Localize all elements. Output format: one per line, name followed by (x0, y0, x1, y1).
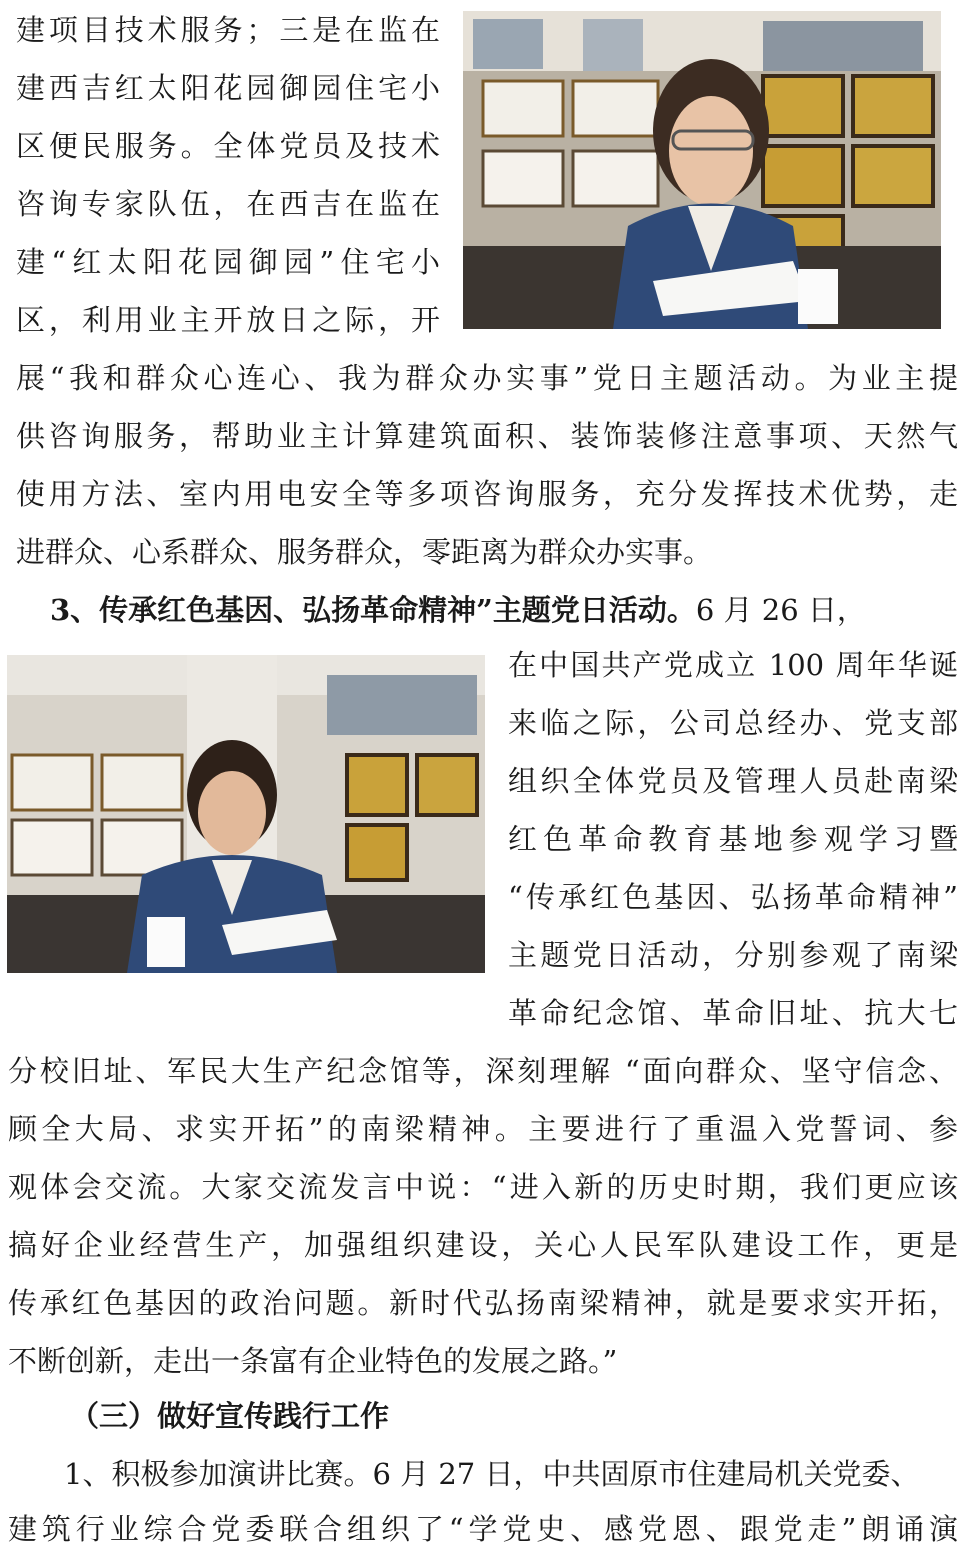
item-1-text: 6 月 27 日，中共固原市住建局机关党委、 (372, 1457, 920, 1491)
text-line: 搞好企业经营生产，加强组织建设，关心人民军队建设工作，更是 (8, 1228, 958, 1262)
text-line: 组织全体党员及管理人员赴南梁 (508, 764, 958, 798)
text-line: 展“我和群众心连心、我为群众办实事”党日主题活动。为业主提 (16, 361, 958, 395)
text-line: 建筑行业综合党委联合组织了“学党史、感党恩、跟党走”朗诵演 (8, 1512, 958, 1546)
section-heading: （三）做好宣传践行工作 (70, 1399, 390, 1433)
item-1-heading: 1、积极参加演讲比赛。 (64, 1457, 373, 1491)
text-line: 红色革命教育基地参观学习暨 (508, 822, 958, 856)
text-line: 建项目技术服务；三是在监在 (16, 13, 440, 47)
text-line: 区便民服务。全体党员及技术 (16, 129, 440, 163)
text-line: 不断创新，走出一条富有企业特色的发展之路。” (8, 1344, 618, 1378)
item-3-heading: 3、传承红色基因、弘扬革命精神”主题党日活动。 (50, 593, 696, 627)
meeting-photo-2 (7, 655, 485, 973)
item-1-line (64, 1454, 958, 1494)
text-line: 咨询专家队伍，在西吉在监在 (16, 187, 440, 221)
meeting-photo-1 (463, 11, 941, 329)
text-line: 分校旧址、军民大生产纪念馆等，深刻理解 “面向群众、坚守信念、 (8, 1054, 958, 1088)
text-line: 供咨询服务，帮助业主计算建筑面积、装饰装修注意事项、天然气 (16, 419, 958, 453)
text-line: 进群众、心系群众、服务群众，零距离为群众办实事。 (16, 535, 713, 569)
text-line: 革命纪念馆、革命旧址、抗大七 (508, 996, 958, 1030)
item-3-line (50, 590, 950, 630)
text-line: 建“红太阳花园御园”住宅小 (16, 245, 440, 279)
text-line: 在中国共产党成立 100 周年华诞 (508, 648, 958, 682)
text-line: 建西吉红太阳花园御园住宅小 (16, 71, 440, 105)
text-line: 主题党日活动，分别参观了南梁 (508, 938, 958, 972)
text-line: 区，利用业主开放日之际，开 (16, 303, 440, 337)
text-line: 顾全大局、求实开拓”的南梁精神。主要进行了重温入党誓词、参 (8, 1112, 958, 1146)
text-line: 传承红色基因的政治问题。新时代弘扬南梁精神，就是要求实开拓， (8, 1286, 958, 1320)
item-3-date: 6 月 26 日， (695, 593, 866, 627)
text-line: 使用方法、室内用电安全等多项咨询服务，充分发挥技术优势，走 (16, 477, 958, 511)
text-line: “传承红色基因、弘扬革命精神” (508, 880, 958, 914)
text-line: 观体会交流。大家交流发言中说：“进入新的历史时期，我们更应该 (8, 1170, 958, 1204)
text-line: 来临之际，公司总经办、党支部 (508, 706, 958, 740)
